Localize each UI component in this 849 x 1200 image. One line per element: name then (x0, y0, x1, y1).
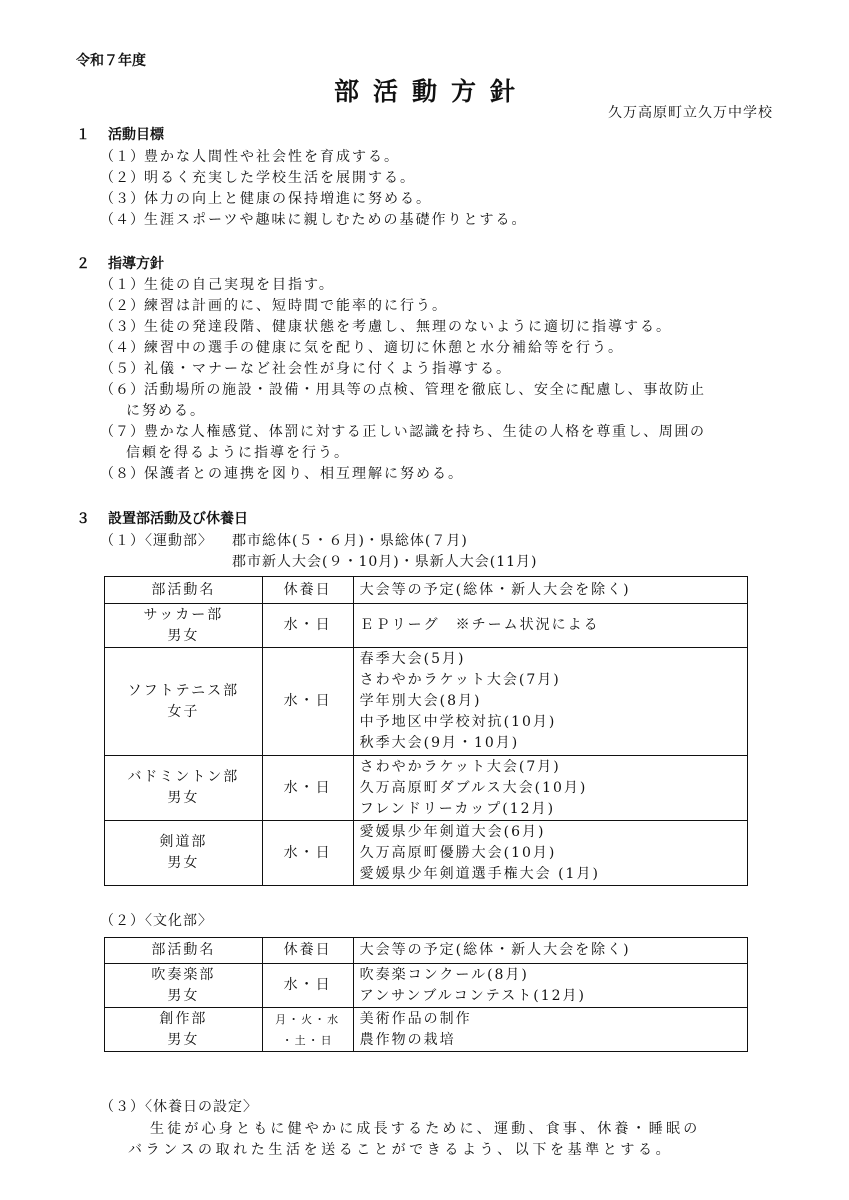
events-cell (353, 964, 747, 1008)
events-cell (353, 648, 747, 756)
events-cell (353, 604, 747, 648)
rest-day-cell: 水・日 (262, 756, 353, 821)
list-item (100, 463, 464, 483)
list-item (100, 358, 512, 378)
item-prefix: （２） (100, 170, 145, 186)
culture-label: （２）〈文化部〉 (100, 913, 213, 929)
rest-days-text-line2: バランスの取れた生活を送ることができるよう、以下を基準とする。 (128, 1142, 674, 1158)
section-number: １ (76, 127, 90, 143)
club-gender: 男女 (167, 1031, 200, 1048)
item-prefix: （６） (100, 382, 145, 398)
column-header: 大会等の予定(総体・新人大会を除く) (353, 938, 747, 964)
section-number: ２ (76, 256, 90, 272)
table-row (105, 964, 748, 1008)
club-name: バドミントン部 (127, 769, 240, 785)
section-number: ３ (76, 511, 90, 527)
rest-day: ・土・日 (281, 1033, 334, 1047)
table-header-row (105, 577, 748, 604)
item-prefix: （３） (100, 319, 145, 335)
list-item (100, 188, 432, 208)
table-row (105, 821, 748, 886)
event-item: 久万高原町ダブルス大会(10月) (359, 779, 588, 796)
club-gender: 女子 (167, 703, 200, 720)
item-prefix: （２） (100, 298, 145, 314)
rest-day: 月・火・水 (275, 1012, 341, 1026)
event-item: ＥＰリーグ ※チーム状況による (359, 617, 600, 633)
list-item (100, 146, 400, 166)
event-item: 久万高原町優勝大会(10月) (359, 844, 557, 861)
rest-days-text-line1: 生徒が心身ともに健やかに成長するために、運動、食事、休養・睡眠の (150, 1121, 701, 1137)
item-text: 生徒の自己実現を目指す。 (144, 277, 335, 293)
rest-day-cell: 水・日 (262, 604, 353, 648)
rest-day: 水・日 (283, 977, 332, 993)
list-item (100, 295, 448, 315)
club-name: 創作部 (159, 1010, 208, 1027)
event-item: 秋季大会(9月・10月) (359, 735, 520, 751)
events-cell (353, 1008, 747, 1052)
club-name: サッカー部 (143, 606, 224, 623)
item-text: 豊かな人間性や社会性を育成する。 (144, 149, 400, 165)
column-header: 休養日 (262, 577, 353, 604)
event-item: 春季大会(5月) (359, 651, 466, 667)
page-title: 部活動方針 (333, 77, 529, 106)
table-row (105, 648, 748, 756)
sports-meets-line2: 郡市新人大会(９・10月)・県新人大会(11月) (232, 554, 538, 570)
club-name-cell (105, 964, 263, 1008)
event-item: さわやかラケット大会(7月) (359, 758, 561, 775)
event-item: 吹奏楽コンクール(8月) (359, 966, 529, 983)
item-prefix: （５） (100, 361, 145, 377)
item-text: 豊かな人権感覚、体罰に対する正しい認識を持ち、生徒の人格を尊重し、周囲の (144, 424, 706, 440)
club-name-cell (105, 648, 263, 756)
section-title: 設置部活動及び休養日 (108, 511, 248, 527)
list-item (100, 209, 527, 229)
event-item: アンサンブルコンテスト(12月) (359, 987, 586, 1004)
section-title: 指導方針 (108, 256, 164, 272)
list-item (100, 167, 416, 187)
club-gender: 男女 (167, 790, 200, 806)
item-text: 練習中の選手の健康に気を配り、適切に休憩と水分補給等を行う。 (144, 340, 624, 356)
club-name-cell (105, 821, 263, 886)
sports-label: （１）〈運動部〉 (100, 533, 213, 549)
column-header: 部活動名 (105, 577, 263, 604)
list-item-continuation: に努める。 (126, 403, 206, 419)
club-gender: 男女 (167, 855, 200, 871)
club-name-cell (105, 1008, 263, 1052)
event-item: 愛媛県少年剣道選手権大会 (1月) (359, 865, 600, 882)
column-header: 部活動名 (105, 938, 263, 964)
item-prefix: （４） (100, 212, 145, 228)
rest-days-label: （３）〈休養日の設定〉 (100, 1099, 258, 1115)
column-header: 大会等の予定(総体・新人大会を除く) (353, 577, 747, 604)
section-goals-heading (76, 124, 164, 144)
events-cell (353, 821, 747, 886)
item-text: 練習は計画的に、短時間で能率的に行う。 (144, 298, 448, 314)
fiscal-year: 令和７年度 (76, 53, 146, 69)
item-prefix: （３） (100, 191, 145, 207)
section-guidance-heading (76, 253, 164, 273)
event-item: さわやかラケット大会(7月) (359, 672, 561, 688)
item-prefix: （１） (100, 277, 145, 293)
club-name-cell (105, 756, 263, 821)
rest-day-cell: 水・日 (262, 821, 353, 886)
club-name-cell (105, 604, 263, 648)
table-header-row (105, 938, 748, 964)
list-item (100, 274, 335, 294)
list-item (100, 337, 624, 357)
list-item-continuation: 信頼を得るように指導を行う。 (126, 445, 350, 461)
rest-day-cell (262, 964, 353, 1008)
table-row (105, 756, 748, 821)
table-row (105, 604, 748, 648)
sports-clubs-table (104, 576, 748, 886)
list-item (100, 421, 706, 441)
club-name: ソフトテニス部 (127, 682, 240, 699)
table-row (105, 1008, 748, 1052)
club-gender: 男女 (167, 627, 200, 644)
club-gender: 男女 (167, 987, 200, 1004)
item-text: 生徒の発達段階、健康状態を考慮し、無理のないように適切に指導する。 (144, 319, 672, 335)
item-prefix: （７） (100, 424, 145, 440)
item-prefix: （８） (100, 466, 145, 482)
event-item: 愛媛県少年剣道大会(6月) (359, 823, 546, 840)
sports-meets-line1: 郡市総体(５・６月)・県総体(７月) (232, 533, 468, 549)
item-text: 礼儀・マナーなど社会性が身に付くよう指導する。 (144, 361, 512, 377)
list-item (100, 316, 672, 336)
culture-clubs-table (104, 937, 748, 1052)
school-name: 久万高原町立久万中学校 (608, 105, 773, 121)
events-cell (353, 756, 747, 821)
event-item: 中予地区中学校対抗(10月) (359, 714, 557, 730)
item-text: 活動場所の施設・設備・用具等の点検、管理を徹底し、安全に配慮し、事故防止 (144, 382, 706, 398)
rest-day-cell: 水・日 (262, 648, 353, 756)
item-text: 明るく充実した学校生活を展開する。 (144, 170, 416, 186)
event-item: 学年別大会(8月) (359, 693, 482, 709)
section-title: 活動目標 (108, 127, 164, 143)
item-text: 体力の向上と健康の保持増進に努める。 (144, 191, 432, 207)
item-prefix: （１） (100, 149, 145, 165)
event-item: フレンドリーカップ(12月) (359, 800, 556, 817)
item-text: 生涯スポーツや趣味に親しむための基礎作りとする。 (144, 212, 528, 228)
rest-day-cell (262, 1008, 353, 1052)
column-header: 休養日 (262, 938, 353, 964)
item-text: 保護者との連携を図り、相互理解に努める。 (144, 466, 464, 482)
event-item: 農作物の栽培 (359, 1031, 456, 1048)
list-item (100, 379, 706, 399)
club-name: 剣道部 (159, 834, 208, 850)
item-prefix: （４） (100, 340, 145, 356)
club-name: 吹奏楽部 (151, 966, 216, 983)
section-clubs-heading (76, 508, 248, 528)
event-item: 美術作品の制作 (359, 1010, 472, 1027)
